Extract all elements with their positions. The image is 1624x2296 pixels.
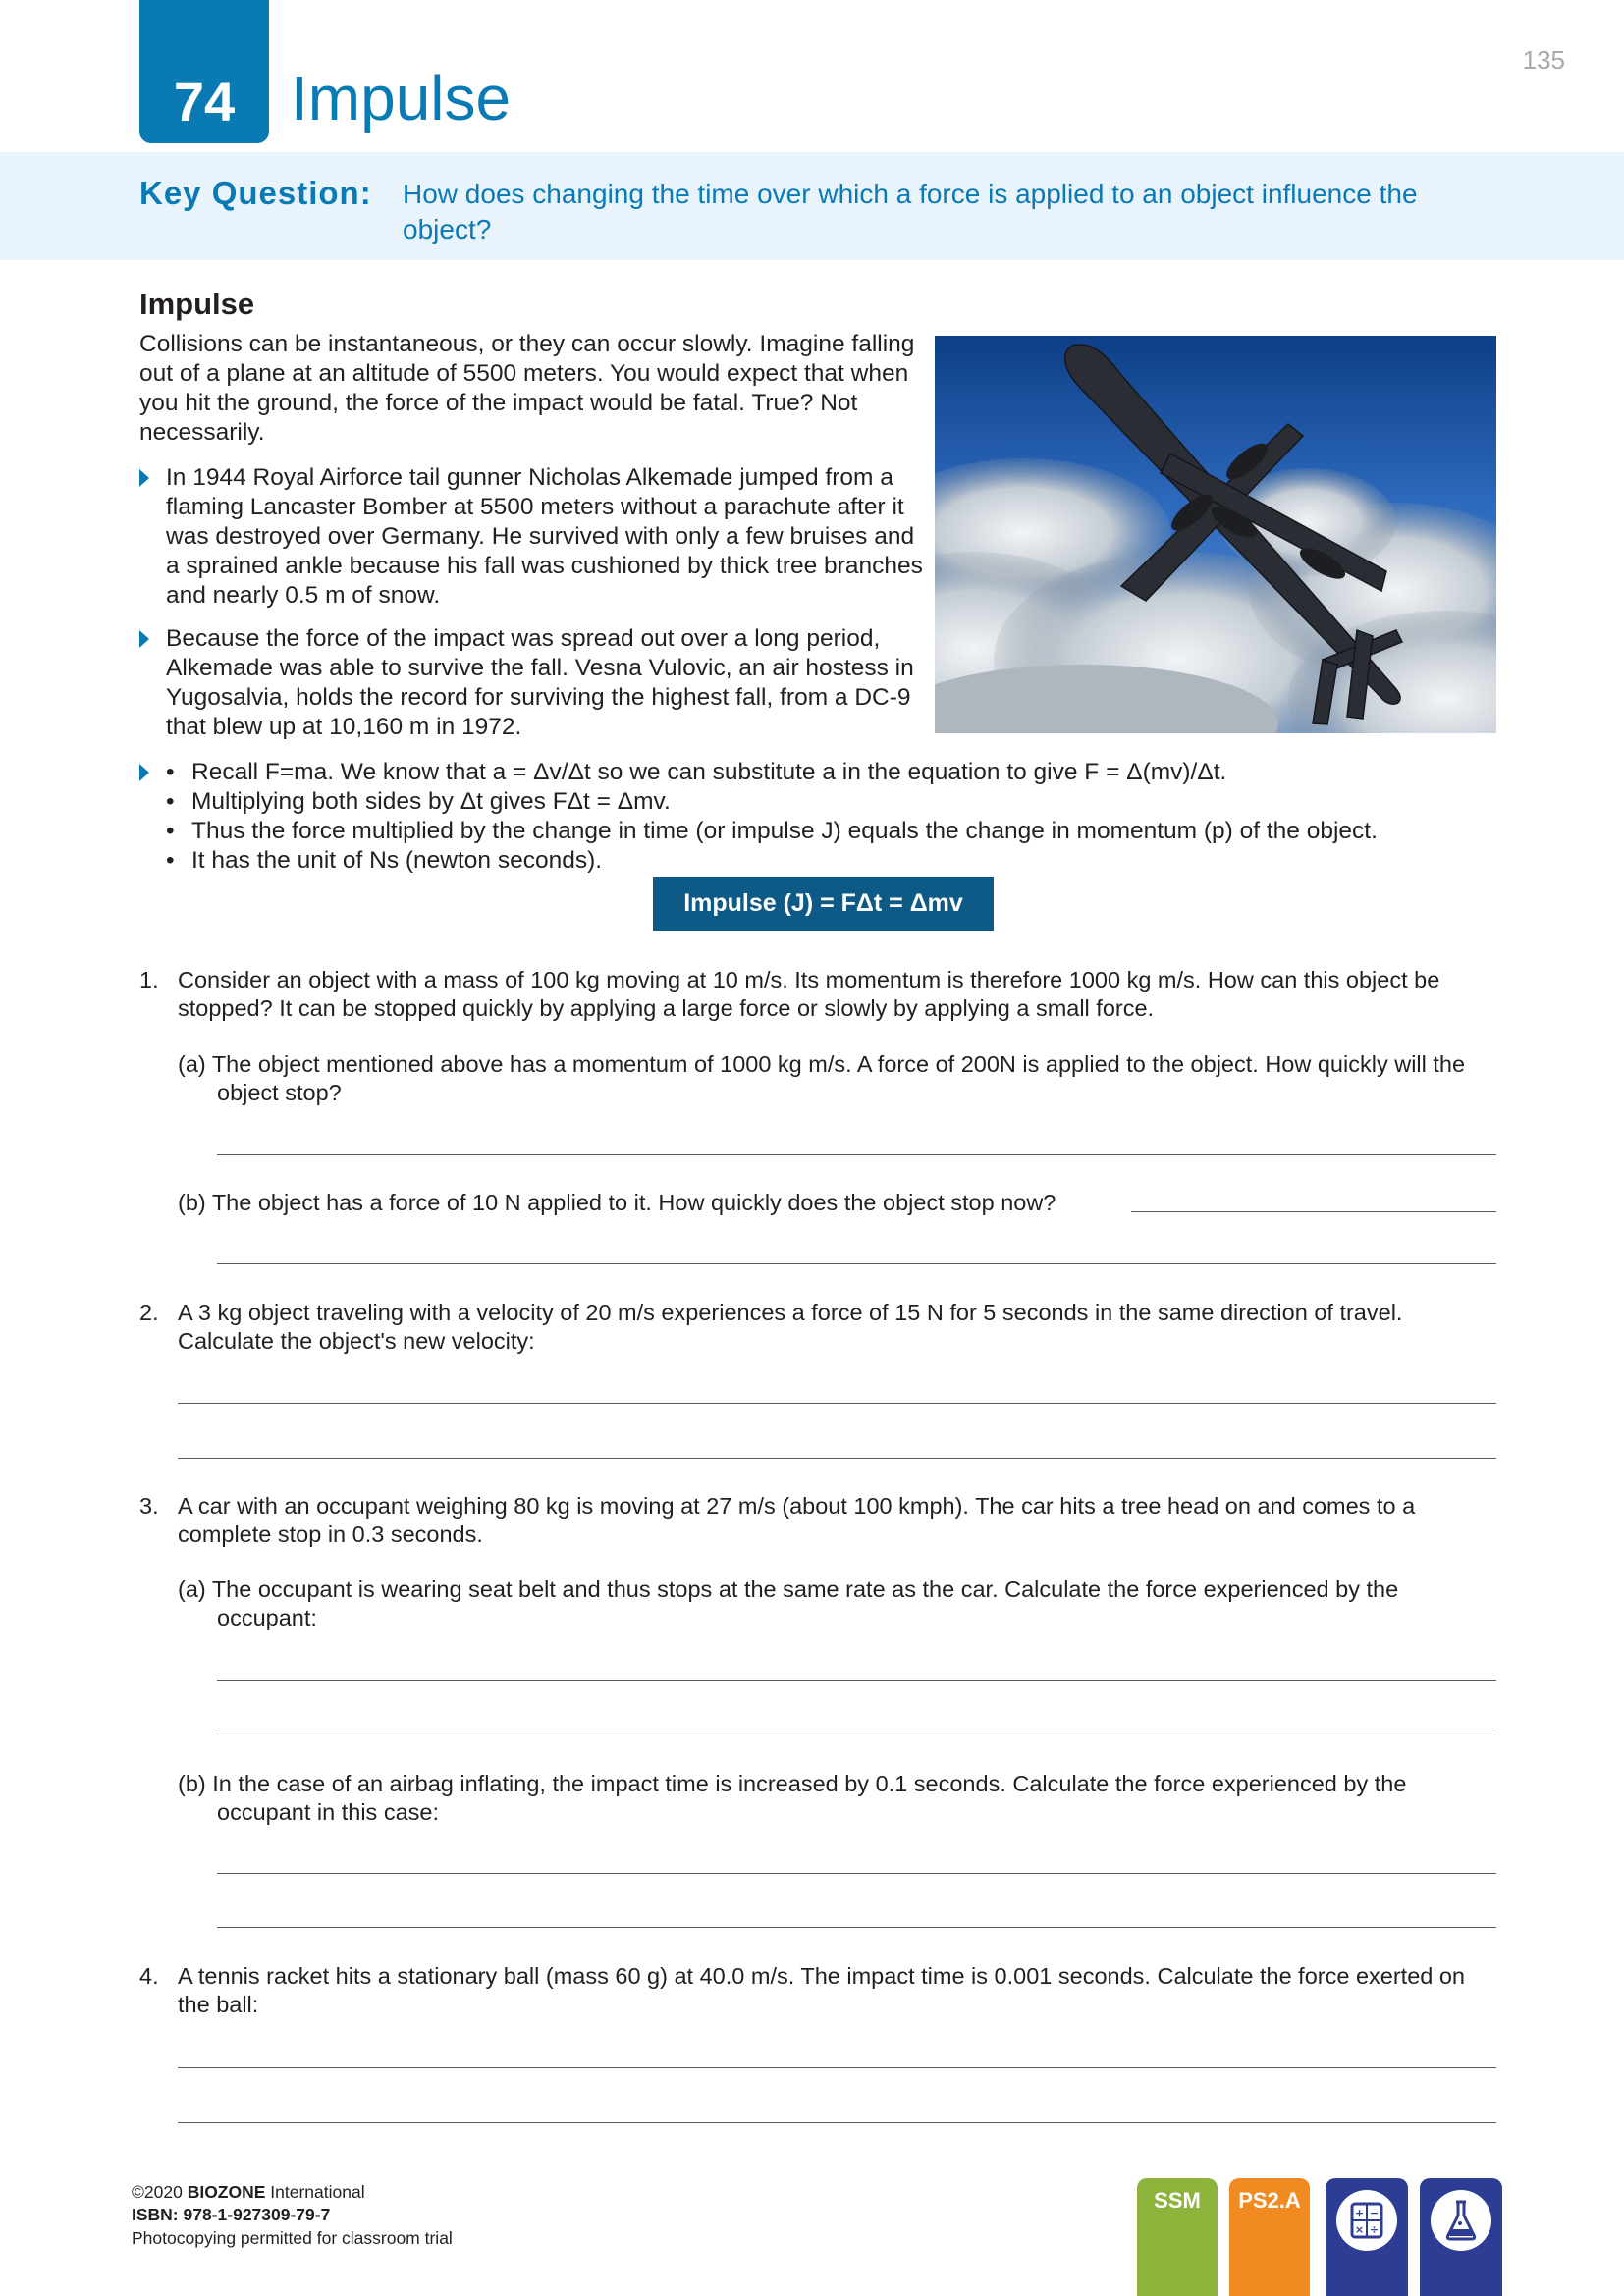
dot-item: • Thus the force multiplied by the change in time (or impulse J) equals the change in momentum (p) of the object. [166, 818, 1378, 844]
lancaster-bomber-photo [935, 336, 1496, 733]
science-badge [1420, 2178, 1502, 2296]
dot-item: • It has the unit of Ns (newton seconds). [166, 847, 603, 874]
answer-line[interactable] [178, 2122, 1496, 2123]
question-3-text: A car with an occupant weighing 80 kg is moving at 27 m/s (about 100 kmph). The car hits a tree head on and comes to a complete stop in 0.3 seconds. [178, 1493, 1416, 1547]
question-3a-label: (a) The occupant is wearing seat belt and thus stops at the same rate as the car. Calculate the force experienced by the occupant: [178, 1576, 1399, 1630]
question-1b-text: (b) The object has a force of 10 N applied to it. How quickly does the object stop now? [178, 1190, 1056, 1215]
answer-line[interactable] [178, 2067, 1496, 2068]
footer-note: Photocopying permitted for classroom trial [132, 2228, 453, 2248]
key-question-label: Key Question: [139, 175, 372, 211]
question-3a-text [178, 1575, 1498, 1632]
copyright-suffix: International [265, 2182, 365, 2202]
calculator-icon [1336, 2190, 1397, 2251]
brand-name: BIOZONE [187, 2182, 266, 2202]
svg-text:÷: ÷ [1369, 2223, 1380, 2236]
footer-isbn: ISBN: 978-1-927309-79-7 [132, 2205, 331, 2224]
question-2-text: A 3 kg object traveling with a velocity of 20 m/s experiences a force of 15 N for 5 seconds in the same direction of travel. Calculate the object's new velocity: [178, 1300, 1403, 1354]
question-3b-text [178, 1770, 1498, 1827]
svg-text:+: + [1354, 2207, 1365, 2219]
footer-copyright [132, 2181, 365, 2204]
answer-line[interactable] [217, 1927, 1496, 1928]
bullet-triangle-icon [139, 764, 149, 781]
svg-text:−: − [1369, 2207, 1380, 2219]
chapter-number: 74 [139, 0, 269, 143]
question-1a-text [178, 1050, 1498, 1107]
bullet-text: Because the force of the impact was spread out over a long period, Alkemade was able to survive the fall. Vesna Vulovic, an air hostess in Yugosalvia, holds the record for surviving the highest fall, from a DC-9 that blew up at 10,160 m in 1972. [166, 625, 914, 740]
dot-item-text: It has the unit of Ns (newton seconds). [191, 847, 603, 874]
answer-line[interactable] [178, 1403, 1496, 1404]
question-1a-label: (a) The object mentioned above has a momentum of 1000 kg m/s. A force of 200N is applied to the object. How quickly will the object stop? [178, 1051, 1466, 1105]
impulse-formula-box: Impulse (J) = FΔt = Δmv [653, 877, 994, 931]
question-3-number: 3. [139, 1493, 159, 1519]
tag-ps2a: PS2.A [1229, 2178, 1310, 2296]
answer-line[interactable] [217, 1873, 1496, 1874]
bullet-text: In 1944 Royal Airforce tail gunner Nicholas Alkemade jumped from a flaming Lancaster Bomber at 5500 meters without a parachute after it was destroyed over Germany. He survived with only a few bruises and a sprained ankle because his fall was cushioned by thick tree branches and nearly 0.5 m of snow. [166, 464, 923, 609]
question-3b-label: (b) In the case of an airbag inflating, the impact time is increased by 0.1 seconds. Calculate the force experienced by the occupant in this case: [178, 1771, 1407, 1825]
svg-text:×: × [1354, 2223, 1365, 2236]
question-4-text: A tennis racket hits a stationary ball (mass 60 g) at 40.0 m/s. The impact time is 0.001 seconds. Calculate the force exerted on the ball: [178, 1963, 1465, 2017]
bullet-impulse-derivation [139, 758, 1534, 876]
math-badge [1326, 2178, 1408, 2296]
answer-line[interactable] [178, 1458, 1496, 1459]
page-number: 135 [1522, 45, 1565, 75]
dot-list [166, 758, 1378, 876]
tag-ssm: SSM [1137, 2178, 1218, 2296]
question-1-number: 1. [139, 967, 159, 992]
answer-line[interactable] [217, 1154, 1496, 1155]
dot-item-text: Recall F=ma. We know that a = Δv/Δt so we can substitute a in the equation to give F = Δ(mv)/Δt. [191, 759, 1227, 785]
answer-line[interactable] [1131, 1211, 1496, 1212]
key-question-text: How does changing the time over which a force is applied to an object influence the object? [403, 179, 1418, 244]
flask-icon [1431, 2190, 1491, 2251]
intro-paragraph: Collisions can be instantaneous, or they can occur slowly. Imagine falling out of a plane at an altitude of 5500 meters. You would expect that when you hit the ground, the force of the impact would be fatal. True? Not necessarily. [139, 331, 915, 446]
question-4-number: 4. [139, 1963, 159, 1989]
copyright-prefix: ©2020 [132, 2182, 188, 2202]
chapter-title: Impulse [291, 63, 512, 133]
dot-item: • Recall F=ma. We know that a = Δv/Δt so we can substitute a in the equation to give F = Δ(mv)/Δt. [166, 759, 1227, 785]
bullet-triangle-icon [139, 469, 149, 487]
answer-line[interactable] [217, 1680, 1496, 1681]
bullet-triangle-icon [139, 630, 149, 648]
answer-line[interactable] [217, 1263, 1496, 1264]
dot-item: • Multiplying both sides by Δt gives FΔt = Δmv. [166, 788, 671, 815]
section-heading: Impulse [139, 287, 255, 321]
question-2-number: 2. [139, 1300, 159, 1325]
question-1-text: Consider an object with a mass of 100 kg moving at 10 m/s. Its momentum is therefore 1000 kg m/s. How can this object be stopped? It can be stopped quickly by applying a large force or slowly by applying a small force. [178, 967, 1440, 1021]
dot-item-text: Multiplying both sides by Δt gives FΔt = Δmv. [191, 788, 671, 815]
dot-item-text: Thus the force multiplied by the change in time (or impulse J) equals the change in momentum (p) of the object. [191, 818, 1378, 844]
